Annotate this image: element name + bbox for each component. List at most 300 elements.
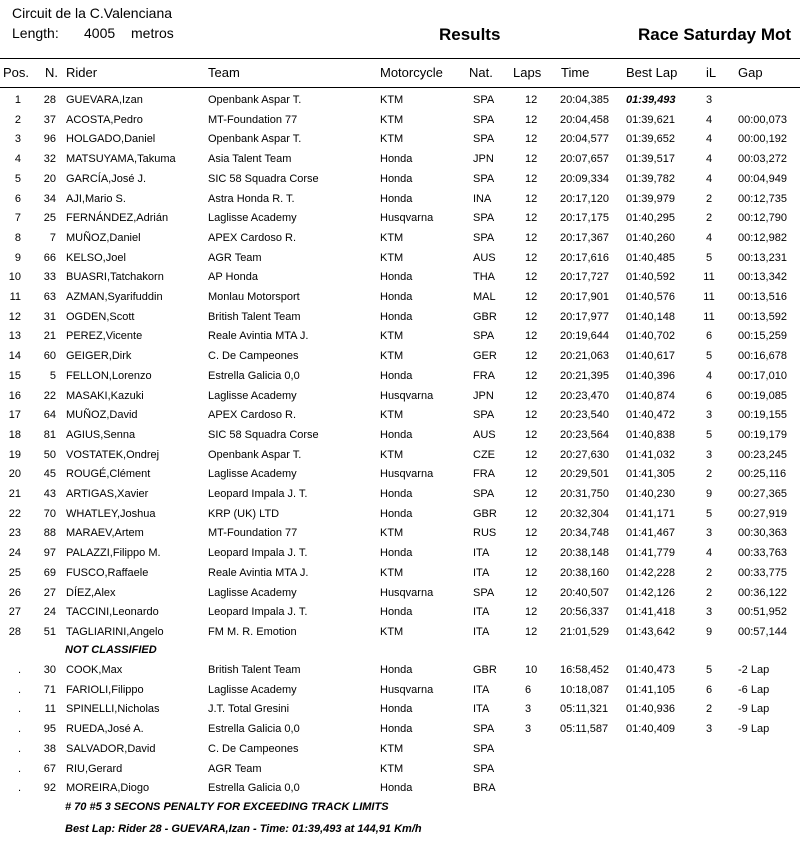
table-row [0, 170, 800, 189]
cell-team: Laglisse Academy [208, 468, 297, 481]
cell-pos: . [17, 782, 21, 795]
cell-time: 20:17,727 [560, 271, 609, 284]
cell-nationality: ITA [473, 683, 490, 696]
col-best-lap: Best Lap [626, 65, 678, 80]
cell-number: 43 [43, 488, 56, 500]
cell-pos: 3 [14, 133, 21, 146]
cell-laps: 12 [525, 251, 538, 264]
cell-number: 7 [49, 231, 56, 244]
cell-pos: 25 [8, 566, 21, 579]
cell-gap: 00:12,982 [738, 231, 787, 244]
col-laps: Laps [513, 65, 542, 80]
cell-number: 64 [43, 409, 56, 422]
cell-pos: . [17, 723, 21, 736]
cell-time: 10:18,087 [560, 683, 609, 696]
table-row [0, 681, 800, 700]
cell-time: 20:04,577 [560, 133, 609, 146]
cell-rider: SPINELLI,Nicholas [66, 703, 160, 716]
cell-team: Asia Talent Team [208, 153, 292, 166]
cell-number: 34 [43, 192, 56, 205]
cell-gap: -9 Lap [738, 723, 770, 736]
cell-number: 27 [43, 586, 56, 599]
cell-rider: FARIOLI,Filippo [66, 683, 144, 696]
cell-gap: 00:12,735 [738, 192, 787, 205]
cell-number: 20 [43, 172, 56, 185]
cell-best-lap: 01:40,260 [626, 231, 675, 244]
cell-best-lap: 01:41,418 [626, 606, 675, 619]
cell-motorcycle: Honda [380, 310, 413, 323]
cell-laps: 12 [525, 428, 538, 441]
cell-il: 4 [705, 547, 713, 560]
cell-number: 60 [43, 350, 56, 363]
cell-pos: 21 [8, 488, 21, 500]
cell-team: C. De Campeones [208, 742, 299, 755]
cell-number: 66 [43, 251, 56, 264]
cell-rider: AJI,Mario S. [66, 192, 126, 205]
table-row [0, 603, 800, 622]
cell-rider: WHATLEY,Joshua [66, 507, 156, 520]
cell-motorcycle: Honda [380, 172, 413, 185]
cell-il: 2 [705, 566, 713, 579]
cell-rider: FUSCO,Raffaele [66, 566, 149, 579]
cell-rider: TAGLIARINI,Angelo [66, 625, 164, 638]
cell-gap: 00:16,678 [738, 350, 787, 363]
cell-nationality: GBR [473, 507, 497, 520]
cell-laps: 3 [525, 703, 532, 716]
cell-il: 2 [705, 192, 713, 205]
cell-nationality: MAL [473, 291, 496, 303]
cell-nationality: AUS [473, 251, 496, 264]
cell-motorcycle: KTM [380, 330, 404, 343]
cell-best-lap: 01:40,472 [626, 409, 675, 422]
cell-time: 20:23,564 [560, 428, 609, 441]
cell-motorcycle: Honda [380, 192, 413, 205]
cell-laps: 12 [525, 547, 538, 560]
cell-pos: 27 [8, 606, 21, 619]
cell-motorcycle: KTM [380, 350, 404, 363]
cell-time: 21:01,529 [560, 625, 609, 638]
cell-gap: 00:36,122 [738, 586, 787, 599]
cell-rider: RUEDA,José A. [66, 723, 144, 736]
cell-pos: 6 [14, 192, 21, 205]
cell-time: 05:11,587 [560, 723, 609, 736]
cell-team: SIC 58 Squadra Corse [208, 428, 319, 441]
cell-laps: 12 [525, 369, 538, 382]
length-unit: metros [131, 25, 174, 41]
cell-best-lap: 01:39,517 [626, 153, 675, 166]
table-row [0, 347, 800, 366]
cell-best-lap: 01:39,782 [626, 172, 675, 185]
circuit-name: Circuit de la C.Valenciana [12, 5, 173, 21]
cell-pos: 20 [8, 468, 21, 481]
cell-time: 20:04,458 [560, 113, 609, 126]
table-row [0, 485, 800, 504]
cell-number: 25 [43, 212, 56, 225]
cell-gap: 00:12,790 [738, 212, 787, 225]
cell-rider: ROUGÉ,Clément [66, 468, 151, 481]
cell-time: 20:19,644 [560, 330, 609, 343]
cell-nationality: SPA [473, 113, 495, 126]
cell-il: 2 [705, 468, 713, 481]
cell-motorcycle: Husqvarna [380, 683, 434, 696]
penalty-note: # 70 #5 3 SECONS PENALTY FOR EXCEEDING TRACK LIMITS [65, 801, 389, 813]
cell-pos: 17 [8, 409, 21, 422]
table-row [0, 111, 800, 130]
cell-pos: 19 [8, 448, 21, 461]
cell-motorcycle: KTM [380, 448, 404, 461]
cell-il: 4 [705, 153, 713, 166]
table-row [0, 740, 800, 759]
cell-nationality: GBR [473, 310, 497, 323]
col-gap: Gap [738, 65, 763, 80]
cell-laps: 12 [525, 172, 538, 185]
cell-time: 20:17,367 [560, 231, 609, 244]
cell-best-lap: 01:40,617 [626, 350, 675, 363]
cell-pos: 4 [14, 153, 21, 166]
cell-team: Leopard Impala J. T. [208, 488, 308, 500]
cell-laps: 12 [525, 291, 538, 303]
cell-number: 71 [43, 683, 56, 696]
cell-laps: 12 [525, 409, 538, 422]
cell-team: Reale Avintia MTA J. [208, 566, 309, 579]
cell-nationality: AUS [473, 428, 496, 441]
cell-il: 6 [705, 389, 713, 402]
cell-pos: 23 [8, 527, 21, 540]
cell-nationality: SPA [473, 172, 495, 185]
cell-team: MT-Foundation 77 [208, 527, 298, 540]
cell-number: 33 [43, 271, 56, 284]
cell-pos: 11 [9, 291, 21, 303]
cell-gap: 00:17,010 [738, 369, 787, 382]
cell-gap: -6 Lap [738, 683, 770, 696]
cell-team: Estrella Galicia 0,0 [208, 782, 300, 795]
cell-nationality: THA [473, 271, 495, 284]
cell-team: Laglisse Academy [208, 389, 297, 402]
table-row [0, 426, 800, 445]
cell-gap: 00:13,592 [738, 310, 787, 323]
cell-number: 88 [43, 527, 56, 540]
cell-gap: 00:00,192 [738, 133, 787, 146]
cell-nationality: BRA [473, 782, 496, 795]
cell-pos: . [17, 742, 21, 755]
header-top-divider [0, 58, 800, 59]
cell-gap: 00:19,179 [738, 428, 787, 441]
table-row [0, 544, 800, 563]
cell-laps: 12 [525, 488, 538, 500]
cell-best-lap: 01:41,105 [626, 683, 675, 696]
cell-team: Openbank Aspar T. [208, 448, 302, 461]
cell-number: 81 [43, 428, 56, 441]
cell-nationality: JPN [473, 153, 494, 166]
cell-best-lap: 01:40,473 [626, 664, 675, 676]
cell-best-lap: 01:39,493 [626, 94, 676, 106]
cell-nationality: JPN [473, 389, 494, 402]
cell-rider: ACOSTA,Pedro [66, 113, 143, 126]
cell-team: AGR Team [208, 251, 262, 264]
cell-team: Leopard Impala J. T. [208, 547, 308, 560]
cell-best-lap: 01:42,228 [626, 566, 675, 579]
cell-gap: 00:51,952 [738, 606, 787, 619]
cell-number: 5 [49, 369, 56, 382]
cell-time: 20:27,630 [560, 448, 609, 461]
cell-rider: PALAZZI,Filippo M. [66, 547, 161, 560]
cell-pos: 1 [14, 94, 21, 106]
table-row [0, 406, 800, 425]
cell-number: 96 [43, 133, 56, 146]
cell-motorcycle: Honda [380, 723, 413, 736]
cell-time: 20:17,120 [560, 192, 609, 205]
cell-number: 22 [43, 389, 56, 402]
cell-number: 11 [44, 703, 56, 716]
cell-time: 20:40,507 [560, 586, 609, 599]
cell-team: Estrella Galicia 0,0 [208, 723, 300, 736]
cell-motorcycle: KTM [380, 409, 404, 422]
cell-nationality: FRA [473, 468, 495, 481]
cell-il: 3 [705, 409, 713, 422]
cell-team: British Talent Team [208, 664, 301, 676]
cell-nationality: SPA [473, 212, 495, 225]
cell-gap: 00:13,342 [738, 271, 787, 284]
cell-laps: 12 [525, 527, 538, 540]
cell-il: 3 [705, 448, 713, 461]
cell-rider: HOLGADO,Daniel [66, 133, 156, 146]
cell-motorcycle: KTM [380, 625, 404, 638]
table-row [0, 700, 800, 719]
cell-best-lap: 01:40,874 [626, 389, 675, 402]
cell-pos: 14 [8, 350, 21, 363]
cell-pos: 12 [8, 310, 21, 323]
cell-il: 2 [705, 703, 713, 716]
col-team: Team [208, 65, 240, 80]
cell-laps: 12 [525, 625, 538, 638]
cell-nationality: SPA [473, 488, 495, 500]
cell-pos: 18 [8, 428, 21, 441]
col-pos: Pos. [3, 65, 30, 80]
cell-rider: AGIUS,Senna [66, 428, 136, 441]
cell-laps: 12 [525, 113, 538, 126]
cell-best-lap: 01:41,032 [626, 448, 675, 461]
table-row [0, 465, 800, 484]
cell-motorcycle: KTM [380, 231, 404, 244]
cell-rider: BUASRI,Tatchakorn [66, 271, 164, 284]
cell-rider: TACCINI,Leonardo [66, 606, 159, 619]
cell-number: 45 [43, 468, 56, 481]
table-row [0, 623, 800, 642]
cell-rider: KELSO,Joel [66, 251, 126, 264]
cell-rider: FELLON,Lorenzo [66, 369, 152, 382]
cell-motorcycle: Husqvarna [380, 212, 434, 225]
cell-gap: 00:30,363 [738, 527, 787, 540]
cell-best-lap: 01:40,230 [626, 488, 675, 500]
cell-time: 20:56,337 [560, 606, 609, 619]
cell-nationality: SPA [473, 330, 495, 343]
table-row [0, 505, 800, 524]
cell-number: 28 [43, 94, 56, 106]
cell-motorcycle: Honda [380, 291, 413, 303]
cell-motorcycle: KTM [380, 566, 404, 579]
cell-number: 63 [43, 291, 56, 303]
cell-rider: GARCÍA,José J. [66, 172, 147, 185]
cell-best-lap: 01:40,592 [626, 271, 675, 284]
cell-pos: . [17, 664, 21, 676]
cell-il: 9 [705, 625, 713, 638]
cell-gap: 00:19,085 [738, 389, 787, 402]
cell-gap: 00:27,365 [738, 488, 787, 500]
table-row [0, 130, 800, 149]
cell-gap: 00:33,763 [738, 547, 787, 560]
cell-nationality: ITA [473, 606, 490, 619]
cell-best-lap: 01:41,467 [626, 527, 675, 540]
cell-rider: VOSTATEK,Ondrej [66, 448, 160, 461]
cell-rider: PEREZ,Vicente [66, 330, 143, 343]
table-row [0, 446, 800, 465]
col-motorcycle: Motorcycle [380, 65, 443, 80]
cell-laps: 12 [525, 330, 538, 343]
cell-time: 20:07,657 [560, 153, 609, 166]
best-lap-note: Best Lap: Rider 28 - GUEVARA,Izan - Time: 01:39,493 at 144,91 Km/h [65, 823, 422, 835]
cell-il: 5 [705, 350, 713, 363]
table-row [0, 288, 800, 307]
cell-nationality: SPA [473, 723, 495, 736]
cell-il: 2 [705, 212, 713, 225]
cell-rider: MARAEV,Artem [66, 527, 144, 540]
cell-team: J.T. Total Gresini [208, 703, 290, 716]
cell-nationality: SPA [473, 133, 495, 146]
table-row [0, 91, 800, 110]
cell-rider: GUEVARA,Izan [66, 94, 143, 106]
cell-best-lap: 01:40,936 [626, 703, 675, 716]
table-row [0, 661, 800, 680]
cell-motorcycle: Husqvarna [380, 389, 434, 402]
cell-team: Laglisse Academy [208, 586, 297, 599]
cell-best-lap: 01:41,171 [626, 507, 675, 520]
table-row [0, 779, 800, 798]
cell-laps: 12 [525, 94, 538, 106]
cell-best-lap: 01:42,126 [626, 586, 675, 599]
cell-motorcycle: Honda [380, 369, 413, 382]
cell-time: 20:04,385 [560, 94, 609, 106]
cell-motorcycle: Honda [380, 428, 413, 441]
cell-team: Astra Honda R. T. [208, 192, 295, 205]
cell-rider: MASAKI,Kazuki [66, 389, 144, 402]
cell-il: 6 [705, 330, 713, 343]
cell-gap: -9 Lap [738, 703, 770, 716]
cell-number: 69 [43, 566, 56, 579]
cell-il: 3 [705, 527, 713, 540]
cell-time: 20:09,334 [560, 172, 609, 185]
cell-nationality: GER [473, 350, 497, 363]
cell-rider: OGDEN,Scott [66, 310, 135, 323]
cell-pos: . [17, 683, 21, 696]
cell-rider: SALVADOR,David [66, 742, 156, 755]
not-classified-label: NOT CLASSIFIED [65, 644, 157, 656]
cell-pos: . [17, 762, 21, 775]
cell-laps: 12 [525, 310, 538, 323]
cell-time: 20:17,175 [560, 212, 609, 225]
cell-number: 30 [43, 664, 56, 676]
cell-il: 11 [703, 310, 715, 323]
cell-nationality: INA [473, 192, 492, 205]
cell-best-lap: 01:40,485 [626, 251, 675, 264]
length-value: 4005 [84, 25, 116, 41]
cell-number: 37 [43, 113, 56, 126]
table-row [0, 564, 800, 583]
cell-il: 2 [705, 586, 713, 599]
cell-rider: DÍEZ,Alex [66, 586, 116, 599]
cell-motorcycle: KTM [380, 762, 404, 775]
cell-team: Leopard Impala J. T. [208, 606, 308, 619]
cell-time: 16:58,452 [560, 664, 609, 676]
cell-gap: 00:25,116 [738, 468, 787, 481]
cell-best-lap: 01:40,148 [626, 310, 675, 323]
cell-motorcycle: KTM [380, 113, 404, 126]
cell-team: SIC 58 Squadra Corse [208, 172, 319, 185]
cell-motorcycle: Honda [380, 606, 413, 619]
cell-motorcycle: Honda [380, 488, 413, 500]
cell-nationality: SPA [473, 742, 495, 755]
cell-time: 20:17,977 [560, 310, 609, 323]
col-rider: Rider [66, 65, 98, 80]
cell-gap: 00:03,272 [738, 153, 787, 166]
col-time: Time [561, 65, 590, 80]
cell-best-lap: 01:40,295 [626, 212, 675, 225]
cell-number: 32 [43, 153, 56, 166]
cell-il: 5 [705, 251, 713, 264]
cell-team: APEX Cardoso R. [208, 231, 297, 244]
cell-laps: 12 [525, 507, 538, 520]
col-il: iL [706, 65, 717, 80]
cell-best-lap: 01:39,652 [626, 133, 675, 146]
cell-il: 6 [705, 683, 713, 696]
table-row [0, 720, 800, 739]
cell-best-lap: 01:40,396 [626, 369, 675, 382]
cell-time: 20:23,470 [560, 389, 609, 402]
table-row [0, 209, 800, 228]
table-row [0, 760, 800, 779]
cell-gap: 00:13,516 [738, 291, 787, 303]
cell-gap: 00:00,073 [738, 113, 787, 126]
cell-il: 11 [703, 271, 715, 284]
cell-nationality: FRA [473, 369, 495, 382]
cell-time: 20:21,395 [560, 369, 609, 382]
cell-number: 51 [43, 625, 56, 638]
cell-laps: 12 [525, 153, 538, 166]
cell-il: 9 [705, 488, 713, 500]
cell-nationality: ITA [473, 703, 490, 716]
cell-laps: 12 [525, 566, 538, 579]
cell-motorcycle: Honda [380, 507, 413, 520]
cell-motorcycle: Honda [380, 153, 413, 166]
cell-pos: 15 [8, 369, 21, 382]
cell-pos: . [17, 703, 21, 716]
cell-motorcycle: KTM [380, 742, 404, 755]
cell-pos: 24 [8, 547, 21, 560]
cell-rider: MUÑOZ,Daniel [66, 231, 141, 244]
cell-il: 4 [705, 231, 713, 244]
cell-pos: 22 [8, 507, 21, 520]
cell-gap: 00:33,775 [738, 566, 787, 579]
cell-best-lap: 01:40,409 [626, 723, 675, 736]
cell-team: FM M. R. Emotion [208, 625, 297, 638]
cell-nationality: GBR [473, 664, 497, 676]
cell-il: 3 [705, 94, 713, 106]
cell-number: 70 [43, 507, 56, 520]
cell-rider: RIU,Gerard [66, 762, 123, 775]
table-row [0, 584, 800, 603]
cell-rider: FERNÁNDEZ,Adrián [66, 212, 169, 225]
cell-laps: 12 [525, 448, 538, 461]
cell-pos: 10 [8, 271, 21, 284]
